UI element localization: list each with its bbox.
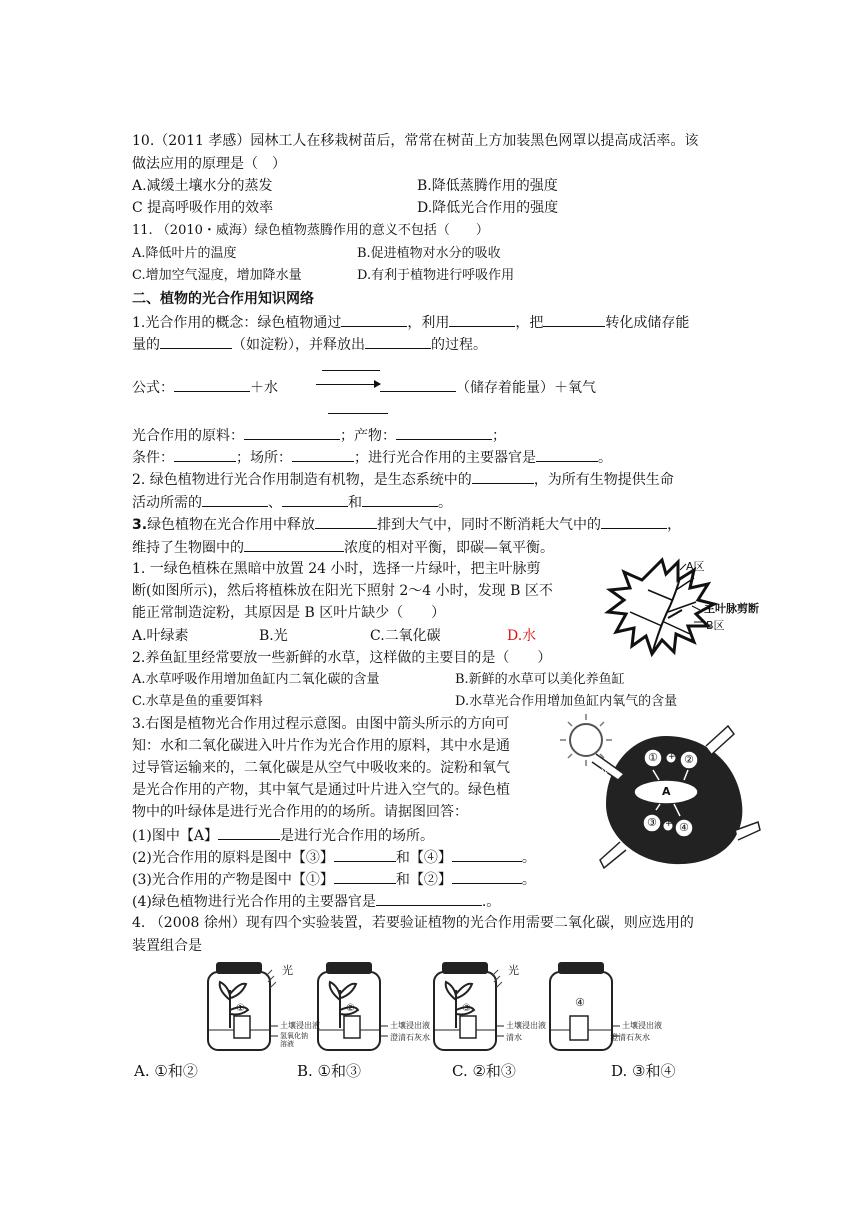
k3-text-f: 浓度的相对平衡，即碳—氧平衡。 — [344, 540, 554, 556]
p3-line5: 物中的叶绿体是进行光合作用的的场所。请据图回答： — [132, 804, 468, 820]
formula-product: （储存着能量）＋氧气 — [456, 380, 596, 396]
p3-line4: 是光合作用的产物，其中氧气是通过叶片进入空气的。绿色植 — [132, 782, 510, 798]
p3-q3-blank-1[interactable] — [334, 869, 396, 884]
q10-option-c: C 提高呼吸作用的效率 — [132, 200, 274, 216]
k1-text-b: ，利用 — [407, 315, 450, 331]
p1-option-b: B.光 — [259, 628, 288, 644]
formula-condition-blank-bottom[interactable] — [328, 413, 388, 414]
diagram-light-label: 光 — [600, 767, 611, 780]
p3-q3-text-a: (3)光合作用的产物是图中【①】 — [132, 872, 334, 888]
leaf-label-a: A区 — [686, 560, 705, 573]
diagram-plus-top: + — [668, 752, 676, 762]
p1-line3: 能正常制造淀粉，其原因是 B 区叶片缺少（ ） — [132, 605, 446, 621]
q11-option-b: B.促进植物对水分的吸收 — [357, 246, 501, 261]
k2-text-b: ，为所有生物提供生命 — [533, 472, 674, 488]
p2-option-d: D.水草光合作用增加鱼缸内氧气的含量 — [455, 694, 678, 709]
jar4-liquid-label: 澄清石灰水 — [610, 1033, 650, 1042]
jar2-liquid-label: 澄清石灰水 — [390, 1033, 430, 1042]
cond-text-b: ；场所： — [236, 450, 292, 466]
p3-q3-blank-2[interactable] — [452, 869, 522, 884]
p4-option-d: D. ③和④ — [611, 1062, 676, 1080]
p3-q1-text-a: (1)图中【A】 — [132, 828, 218, 844]
p3-q1 — [132, 825, 434, 846]
raw-text-c: ； — [492, 428, 506, 444]
q10-option-b: B.降低蒸腾作用的强度 — [417, 178, 558, 194]
k1-text-d: 转化成储存能 — [605, 315, 690, 331]
k1-text-f: （如淀粉），并释放出 — [232, 337, 365, 353]
p3-q2-text-a: (2)光合作用的原料是图中【③】 — [132, 850, 334, 866]
p2-option-c: C.水草是鱼的重要饵料 — [132, 694, 263, 709]
k2-blank-2[interactable] — [202, 492, 268, 507]
jar4-number: ④ — [575, 996, 585, 1009]
jar3-number: ③ — [462, 1003, 471, 1014]
p3-q4 — [132, 891, 500, 912]
leaf-label-cut: 主叶脉剪断 — [704, 602, 759, 615]
p1-option-d: D.水 — [507, 628, 537, 644]
q11-option-c: C.增加空气湿度，增加降水量 — [132, 268, 302, 283]
k2-text-e: 和 — [348, 495, 362, 511]
jar3-light-label: 光 — [508, 964, 519, 977]
p3-q4-blank[interactable] — [376, 891, 482, 906]
p3-q3 — [132, 869, 536, 890]
k1-blank-1[interactable] — [341, 312, 407, 327]
formula-water: ＋水 — [250, 380, 278, 396]
p3-q1-blank[interactable] — [218, 825, 280, 840]
k1-blank-3[interactable] — [543, 312, 605, 327]
formula-condition-blank-top[interactable] — [322, 370, 380, 371]
p2-option-a: A.水草呼吸作用增加鱼缸内二氧化碳的含量 — [132, 672, 380, 687]
cond-text-d: 。 — [598, 450, 612, 466]
raw-blank-2[interactable] — [396, 425, 492, 440]
k3-line2 — [132, 537, 554, 558]
photosynthesis-diagram — [556, 710, 766, 870]
leaf-outline-icon — [608, 560, 714, 654]
formula-blank-2[interactable] — [380, 377, 456, 392]
k2-text-a: 2. 绿色植物进行光合作用制造有机物，是生态系统中的 — [132, 472, 472, 488]
sun-icon — [560, 714, 612, 766]
diagram-num-1: ① — [648, 751, 658, 764]
formula-blank-1[interactable] — [174, 377, 250, 392]
p3-q2-text-c: 。 — [521, 850, 536, 866]
formula-line — [132, 377, 278, 398]
k2-line2 — [132, 492, 452, 513]
k1-text-e: 量的 — [132, 337, 160, 353]
p3-q4-text-b: .。 — [481, 894, 501, 910]
cond-blank-2[interactable] — [292, 447, 354, 462]
k3-text-a: 3. — [132, 517, 148, 533]
raw-blank-1[interactable] — [244, 425, 340, 440]
diagram-num-4: ④ — [679, 821, 689, 834]
q11-option-a: A.降低叶片的温度 — [132, 246, 237, 261]
diagram-num-2: ② — [684, 753, 694, 766]
k1-blank-4[interactable] — [160, 334, 232, 349]
k2-blank-4[interactable] — [362, 492, 438, 507]
k3-text-d: ， — [667, 517, 682, 533]
water-in-arrow — [600, 842, 626, 868]
p3-line2: 知：水和二氧化碳进入叶片作为光合作用的原料，其中水是通 — [132, 738, 510, 754]
formula-right — [380, 377, 596, 398]
k3-blank-3[interactable] — [244, 537, 344, 552]
p3-q4-text-a: (4)绿色植物进行光合作用的主要器官是 — [132, 894, 376, 910]
p3-q2-text-b: 和【④】 — [395, 850, 452, 866]
cond-blank-1[interactable] — [174, 447, 236, 462]
jar3-soil-label: 土壤浸出液 — [506, 1021, 546, 1030]
raw-text-a: 光合作用的原料： — [132, 428, 244, 444]
jar1-soil-label: 土壤浸出液 — [280, 1021, 320, 1030]
oxygen-out-arrow — [706, 726, 734, 754]
p4-option-a: A. ①和② — [134, 1062, 198, 1080]
p1-line1: 1. 一绿色植株在黑暗中放置 24 小时，选择一片绿叶，把主叶脉剪 — [132, 561, 541, 577]
diagram-num-3: ③ — [647, 816, 657, 829]
p3-q2-blank-2[interactable] — [452, 847, 522, 862]
k1-blank-5[interactable] — [365, 334, 431, 349]
k3-blank-1[interactable] — [315, 514, 377, 529]
cond-blank-3[interactable] — [536, 447, 598, 462]
jar2-soil-label: 土壤浸出液 — [390, 1021, 430, 1030]
formula-arrow — [316, 384, 380, 385]
q10-stem-line1: 10.（2011 孝感）园林工人在移栽树苗后，常常在树苗上方加装黑色网罩以提高成活率。该 — [132, 133, 699, 149]
k3-text-e: 维持了生物圈中的 — [132, 540, 244, 556]
q10-stem-line2: 做法应用的原理是（ ） — [132, 156, 286, 172]
k1-blank-2[interactable] — [449, 312, 515, 327]
formula-label: 公式： — [132, 380, 174, 396]
p1-line2: 断(如图所示)，然后将植株放在阳光下照射 2～4 小时，发现 B 区不 — [132, 583, 553, 599]
q10-option-d: D.降低光合作用的强度 — [417, 200, 559, 216]
p2-option-b: B.新鲜的水草可以美化养鱼缸 — [455, 672, 625, 687]
k1-text-c: ，把 — [515, 315, 544, 331]
p3-q3-text-b: 和【②】 — [395, 872, 452, 888]
p1-option-c: C.二氧化碳 — [370, 628, 441, 644]
p4-option-b: B. ①和③ — [297, 1062, 362, 1080]
p2-stem: 2.养鱼缸里经常要放一些新鲜的水草，这样做的主要目的是（ ） — [132, 650, 552, 666]
raw-text-b: ；产物： — [340, 428, 396, 444]
k2-text-f: 。 — [438, 495, 452, 511]
k2-text-d: 、 — [268, 495, 282, 511]
p3-q2-blank-1[interactable] — [334, 847, 396, 862]
k2-line1 — [132, 469, 674, 490]
cond-text-a: 条件： — [132, 450, 174, 466]
section-heading: 二、植物的光合作用知识网络 — [132, 291, 314, 307]
p3-q1-text-b: 是进行光合作用的场所。 — [279, 828, 434, 844]
p4-line2: 装置组合是 — [132, 938, 202, 954]
raw-line — [132, 425, 506, 446]
k1-line2 — [132, 334, 487, 355]
k1-line1 — [132, 312, 689, 333]
p4-line1: 4. （2008 徐州）现有四个实验装置，若要验证植物的光合作用需要二氧化碳，则应选用的 — [132, 915, 694, 931]
q11-stem: 11. （2010・威海）绿色植物蒸腾作用的意义不包括（ ） — [132, 223, 489, 238]
k3-line1 — [132, 514, 681, 535]
diagram-plus-bottom: + — [665, 819, 673, 829]
diagram-label-a: A — [662, 785, 671, 798]
p4-option-c: C. ②和③ — [452, 1062, 516, 1080]
k3-text-c: 排到大气中，同时不断消耗大气中的 — [377, 517, 602, 533]
k1-text-a: 1.光合作用的概念：绿色植物通过 — [132, 315, 342, 331]
p3-q3-text-c: 。 — [521, 872, 536, 888]
jar2-number: ② — [346, 1003, 355, 1014]
p1-option-a: A.叶绿素 — [132, 628, 189, 644]
q11-option-d: D.有利于植物进行呼吸作用 — [357, 268, 515, 283]
p3-line3: 过导管运输来的，二氧化碳是从空气中吸收来的。淀粉和氧气 — [132, 760, 510, 776]
leaf-label-b: B区 — [706, 619, 725, 632]
k2-blank-1[interactable] — [472, 469, 534, 484]
k2-text-c: 活动所需的 — [132, 495, 202, 511]
experiment-jars — [200, 960, 670, 1056]
p3-q2 — [132, 847, 536, 868]
k3-text-b: 绿色植物在光合作用中释放 — [147, 517, 316, 533]
q10-option-a: A.减缓土壤水分的蒸发 — [132, 178, 273, 194]
k2-blank-3[interactable] — [282, 492, 348, 507]
k1-text-g: 的过程。 — [431, 337, 487, 353]
jar3-liquid-label: 清水 — [506, 1033, 522, 1042]
cond-line — [132, 447, 612, 468]
jar1-number: ① — [236, 1003, 245, 1014]
p3-line1: 3.右图是植物光合作用过程示意图。由图中箭头所示的方向可 — [132, 716, 510, 732]
jar1-light-label: 光 — [282, 964, 293, 977]
k3-blank-2[interactable] — [601, 514, 667, 529]
jar4-soil-label: 土壤浸出液 — [622, 1021, 662, 1030]
jar1-liquid-label: 氢氧化钠溶液 — [280, 1032, 308, 1048]
cond-text-c: ；进行光合作用的主要器官是 — [354, 450, 536, 466]
